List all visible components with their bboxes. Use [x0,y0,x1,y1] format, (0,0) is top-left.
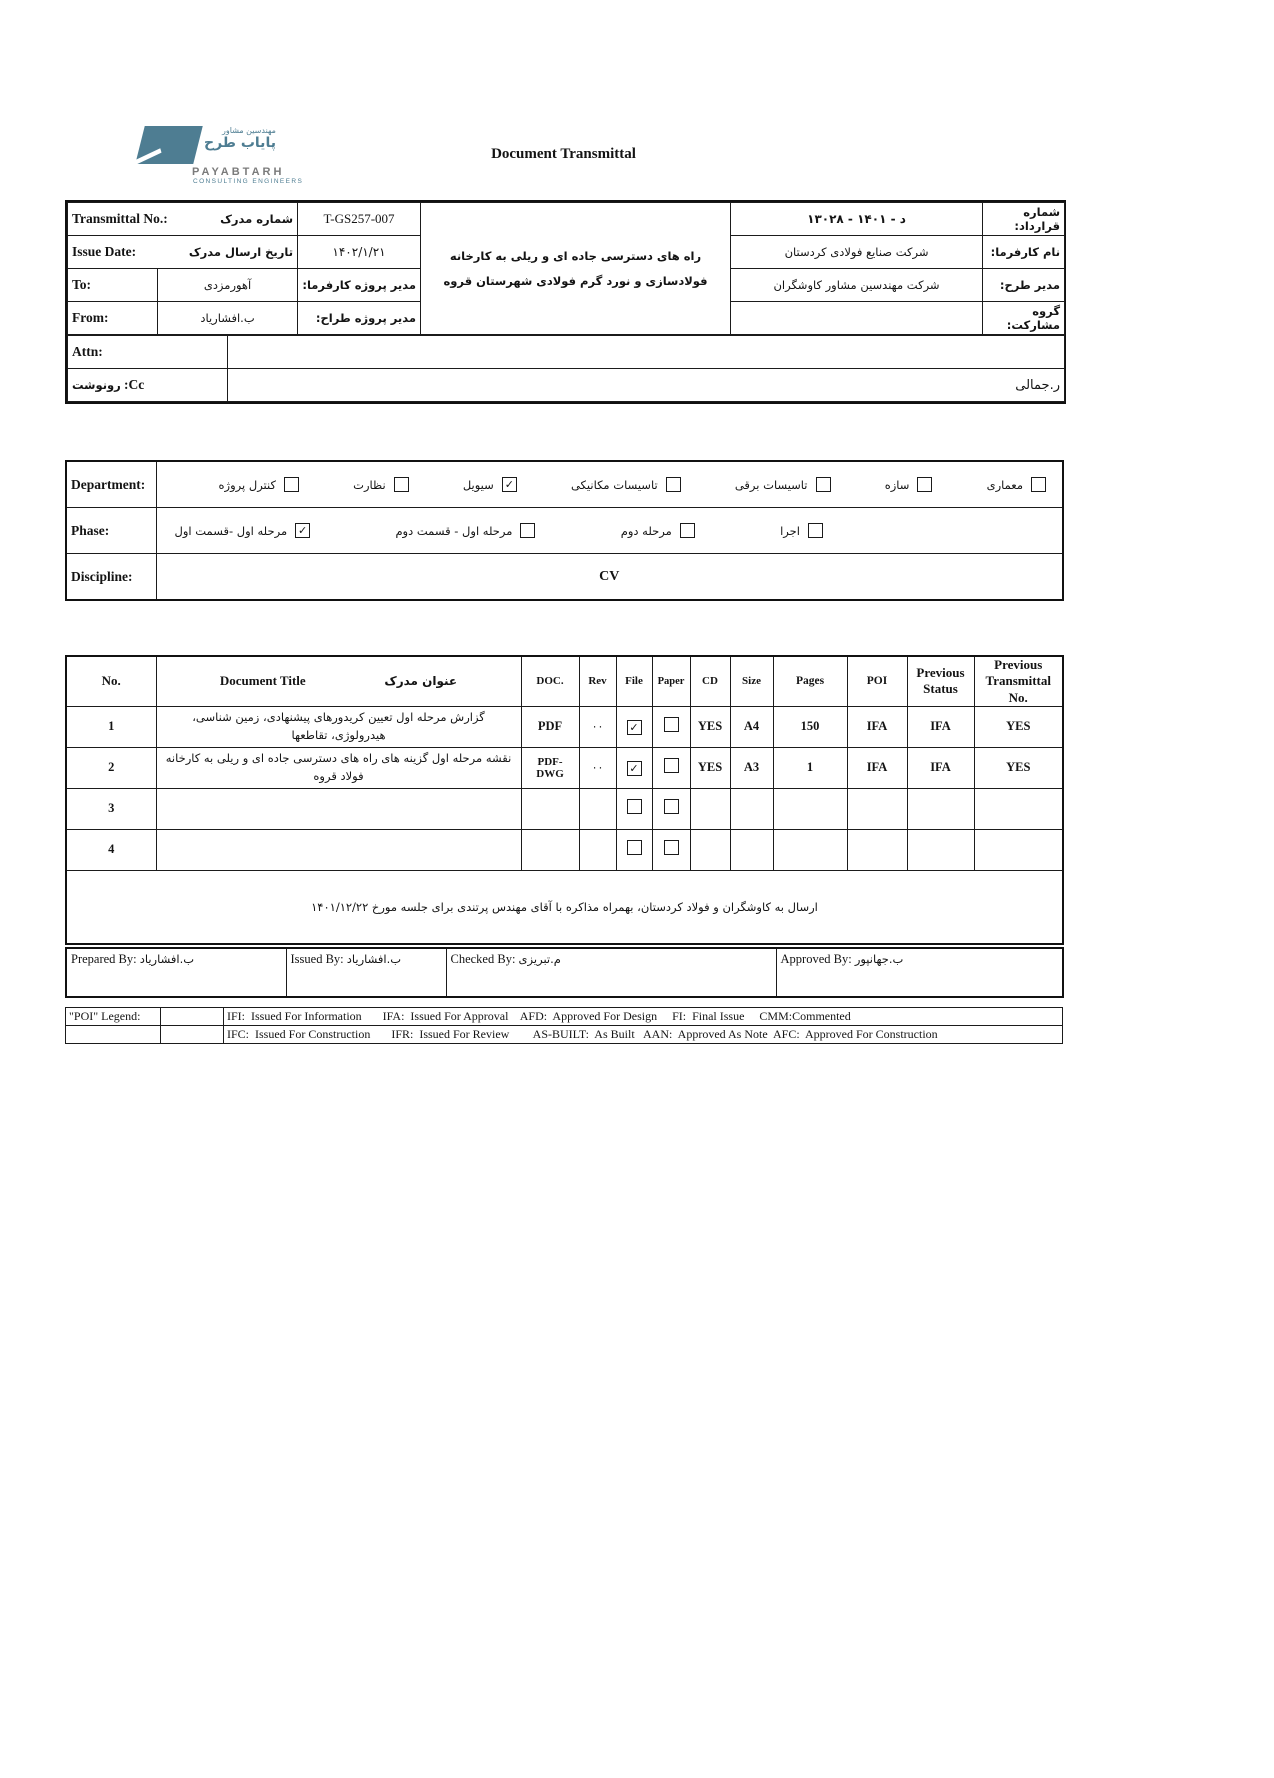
prepared-by-cell [66,948,286,997]
transmittal-no-label-cell [68,203,298,236]
dept-option-mechanical[interactable]: تاسیسات مکانیکی [571,477,681,492]
client-name-label: نام کارفرما: [983,236,1065,269]
logo-brand-fa: پایاب طرح [204,135,276,151]
doc1-paper-checkbox-icon[interactable] [664,717,679,732]
col-rev: Rev [579,656,616,706]
doc3-file-checkbox-icon[interactable] [627,799,642,814]
approved-by-label: Approved By: [780,951,852,966]
transmittal-no-label: Transmittal No.: [72,211,168,226]
col-doc: DOC. [521,656,579,706]
dept-option-project-control[interactable]: کنترل پروژه [219,477,299,492]
document-row-2: 2 نقشه مرحله اول گزینه های راه های دسترسی جاده ای و ریلی به کارخانه فولاد قروه PDF-DWG ۰۰ ✓ YES A3 1 IFA IFA YES [66,747,1063,788]
dept-option-civil[interactable]: سیویل ✓ [463,477,517,492]
dept-option-structure[interactable]: سازه [885,477,933,492]
department-label: Department: [66,461,156,508]
checkbox-stage1-part2-icon[interactable] [520,523,535,538]
from-role-label: مدیر پروژه طراح: [298,302,421,335]
poi-legend-label: "POI" Legend: [66,1007,161,1025]
checkbox-execution-icon[interactable] [808,523,823,538]
prepared-by-value: ب.افشاریاد [139,951,195,966]
checkbox-electrical-icon[interactable] [816,477,831,492]
issued-by-label: Issued By: [290,951,344,966]
signatures-table [65,947,1064,998]
issued-by-value: ب.افشاریاد [346,951,402,966]
design-manager-label: مدیر طرح: [983,269,1065,302]
phase-option-execution[interactable]: اجرا [780,523,823,538]
cc-label: :Cc [124,377,145,392]
page-title: Document Transmittal [491,146,636,162]
checkbox-stage1-part1-icon[interactable]: ✓ [295,523,310,538]
partnership-value [731,302,983,335]
document-row-1: 1 گزارش مرحله اول تعیین کریدورهای پیشنهادی، زمین شناسی، هیدرولوژی، تقاطعها PDF ۰۰ ✓ YES A4 150 IFA IFA YES [66,706,1063,747]
checkbox-mechanical-icon[interactable] [666,477,681,492]
phase-label: Phase: [66,508,156,554]
contract-no-value: ۱۳۰۲۸ - د - ۱۴۰۱ [731,203,983,236]
doc1-title: گزارش مرحله اول تعیین کریدورهای پیشنهادی، زمین شناسی، هیدرولوژی، تقاطعها [156,706,521,747]
poi-legend-line2: IFC: Issued For Construction IFR: Issued For Review AS-BUILT: As Built AAN: Approved As Note AFC: Approved For Construction [224,1025,1063,1043]
col-no: No. [66,656,156,706]
issued-by-cell [286,948,446,997]
discipline-label: Discipline: [66,554,156,601]
doc2-file-checkbox-icon[interactable]: ✓ [627,761,642,776]
attn-label: Attn: [68,336,228,369]
col-poi: POI [847,656,907,706]
checked-by-cell [446,948,776,997]
project-title: راه های دسترسی جاده ای و ریلی به کارخانه فولادسازی و نورد گرم فولادی شهرستان قروه [421,203,731,335]
col-file: File [616,656,652,706]
remarks-row [66,870,1063,944]
department-phase-table [65,460,1064,601]
phase-option-stage1-part2[interactable]: مرحله اول - قسمت دوم [395,523,535,538]
issue-date-value: ۱۴۰۲/۱/۲۱ [298,236,421,269]
dept-option-electrical[interactable]: تاسیسات برقی [735,477,831,492]
transmittal-no-value: T-GS257-007 [298,203,421,236]
poi-legend-line1: IFI: Issued For Information IFA: Issued For Approval AFD: Approved For Design FI: Final Issue CMM:Commented [224,1007,1063,1025]
from-label: From: [68,302,158,335]
doc1-file-checkbox-icon[interactable]: ✓ [627,720,642,735]
checkbox-architecture-icon[interactable] [1031,477,1046,492]
doc2-title: نقشه مرحله اول گزینه های راه های دسترسی جاده ای و ریلی به کارخانه فولاد قروه [156,747,521,788]
discipline-value: CV [156,554,1063,601]
header-info-table [65,200,1066,404]
poi-legend-empty-cell [161,1007,224,1025]
logo-brand-en: PAYABTARH [192,166,285,178]
to-role-label: مدیر پروژه کارفرما: [298,269,421,302]
department-options-cell [156,461,1063,508]
phase-options-cell [156,508,1063,554]
design-manager-value: شرکت مهندسین مشاور کاوشگران [731,269,983,302]
issue-date-label-cell [68,236,298,269]
col-size: Size [730,656,773,706]
approved-by-value: ب.جهانپور [854,951,904,966]
issue-date-label-fa: تاریخ ارسال مدرک [188,245,294,259]
col-paper: Paper [652,656,690,706]
col-prev-status: Previous Status [907,656,974,706]
prepared-by-label: Prepared By: [71,951,137,966]
contract-no-label: شماره قرارداد: [983,203,1065,236]
col-pages: Pages [773,656,847,706]
logo-subtitle-en: CONSULTING ENGINEERS [193,178,304,185]
client-name-value: شرکت صنایع فولادی کردستان [731,236,983,269]
approved-by-cell [776,948,1063,997]
doc4-file-checkbox-icon[interactable] [627,840,642,855]
to-value: آهورمزدی [158,269,298,302]
col-title: Document Title عنوان مدرک [156,656,521,706]
dept-option-architecture[interactable]: معماری [987,477,1046,492]
col-prev-transmittal: Previous Transmittal No. [974,656,1063,706]
to-label: To: [68,269,158,302]
phase-option-stage2[interactable]: مرحله دوم [621,523,695,538]
transmittal-no-label-fa: شماره مدرک [220,212,294,226]
doc2-paper-checkbox-icon[interactable] [664,758,679,773]
doc3-paper-checkbox-icon[interactable] [664,799,679,814]
logo-subtitle-fa: مهندسین مشاور [222,126,276,135]
remarks-text: ارسال به کاوشگران و فولاد کردستان، بهمراه مذاکره با آقای مهندس پرتندی برای جلسه مورخ ۱۴۰۱/۱۲/۲۲ [66,870,1063,944]
cc-label-fa: رونوشت [72,378,121,392]
checkbox-stage2-icon[interactable] [680,523,695,538]
checked-by-value: م.تبریزی [518,951,561,966]
cc-label-cell [68,369,228,402]
issue-date-label: Issue Date: [72,244,137,259]
dept-option-supervision[interactable]: نظارت [353,477,409,492]
checked-by-label: Checked By: [450,951,516,966]
partnership-label: گروه مشارکت: [983,302,1065,335]
cc-value: ر.جمالی [228,369,1065,402]
document-row-4: 4 [66,829,1063,870]
doc4-paper-checkbox-icon[interactable] [664,840,679,855]
checkbox-project-control-icon[interactable] [284,477,299,492]
checkbox-civil-icon[interactable]: ✓ [502,477,517,492]
poi-legend-table [65,1007,1063,1044]
from-value: ب.افشاریاد [158,302,298,335]
documents-header-row [66,656,1063,706]
col-cd: CD [690,656,730,706]
checkbox-structure-icon[interactable] [917,477,932,492]
document-row-3: 3 [66,788,1063,829]
attn-value [228,336,1065,369]
documents-table [65,655,1064,945]
checkbox-supervision-icon[interactable] [394,477,409,492]
phase-option-stage1-part1[interactable]: مرحله اول -قسمت اول ✓ [175,523,311,538]
documents-section [65,655,1062,1044]
